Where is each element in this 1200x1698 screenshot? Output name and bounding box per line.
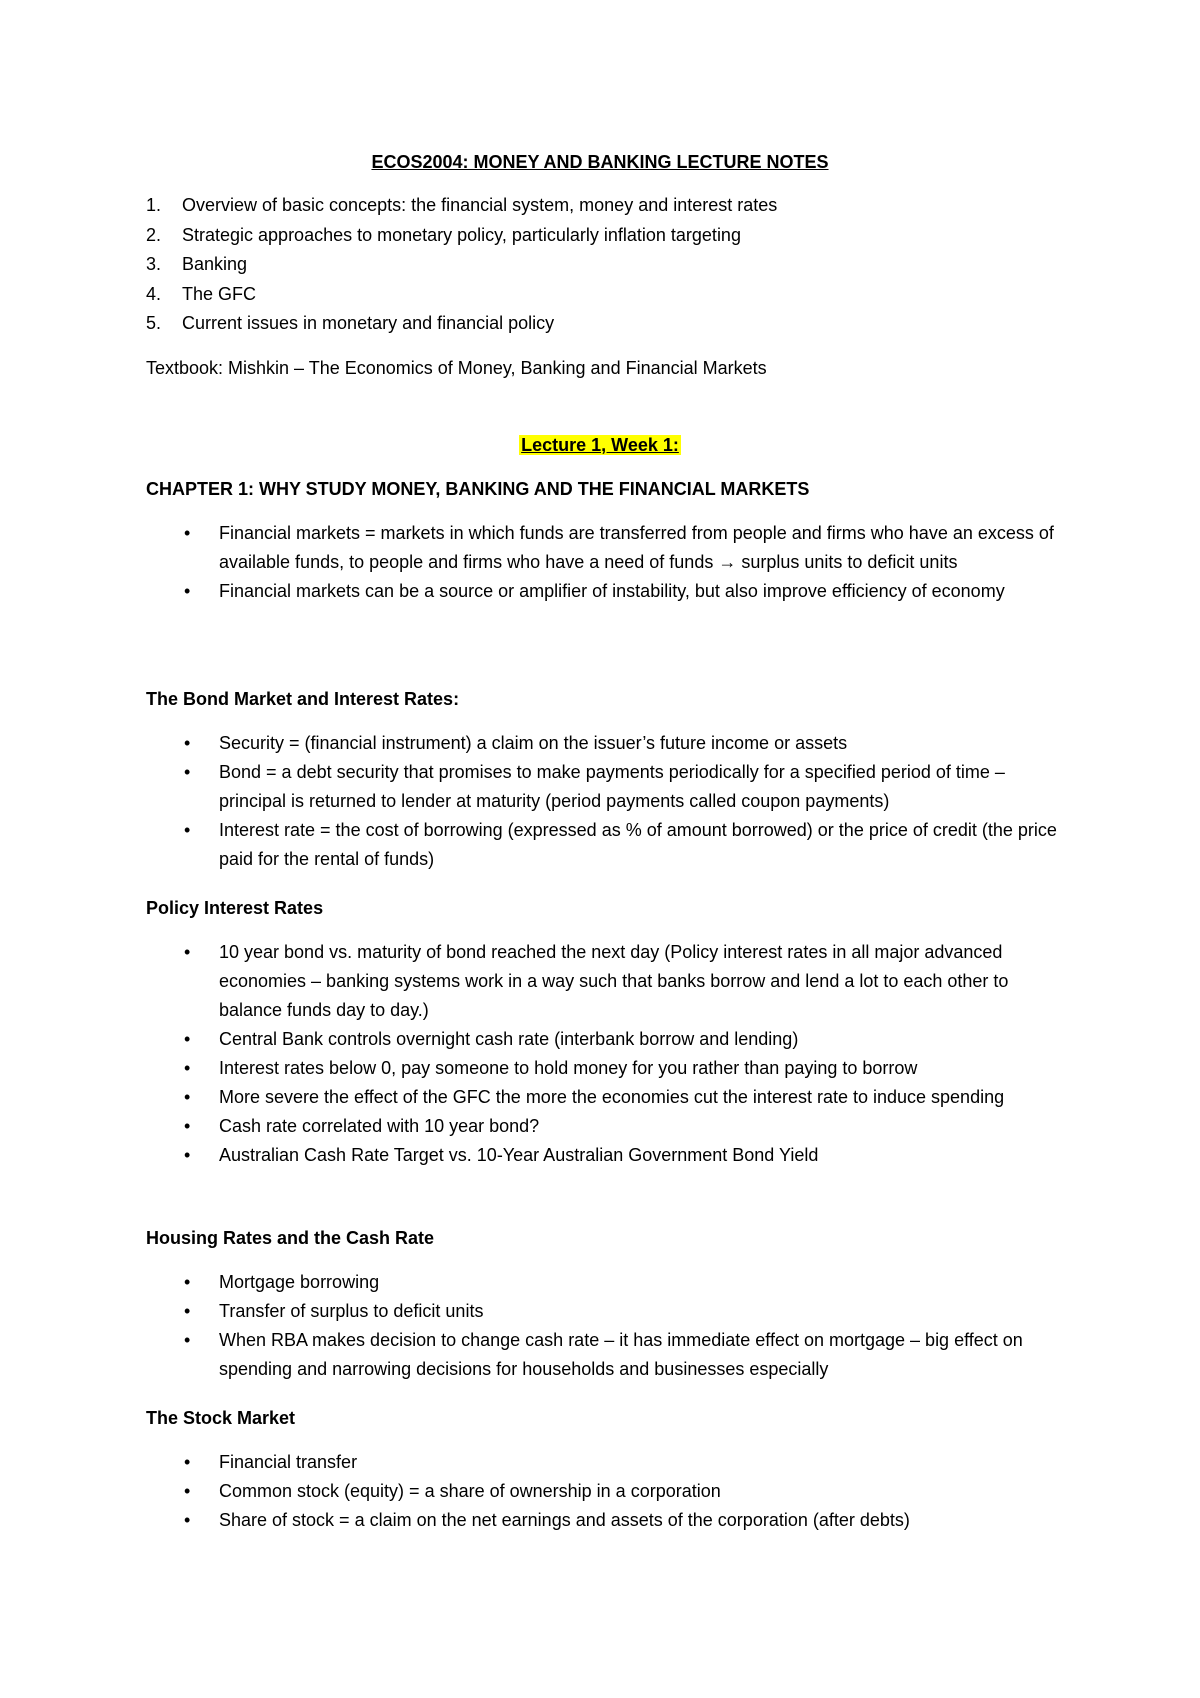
lecture-heading-text: Lecture 1, Week 1:: [521, 435, 679, 455]
outline-item: [146, 191, 777, 221]
section-housing-rates: [146, 1224, 1066, 1384]
bullet-icon: •: [184, 1452, 191, 1472]
bullet-text: Interest rate = the cost of borrowing (expressed as % of amount borrowed) or the price of credit (the price paid for the rental of funds): [219, 820, 1057, 869]
lecture-heading: [0, 431, 1200, 460]
bullet-text: When RBA makes decision to change cash rate – it has immediate effect on mortgage – big effect on spending and narrowing decisions for households and businesses especially: [219, 1330, 1023, 1379]
bullet-icon: •: [184, 942, 191, 962]
bullet-text: Australian Cash Rate Target vs. 10-Year Australian Government Bond Yield: [219, 1145, 819, 1165]
bullet-text: 10 year bond vs. maturity of bond reached the next day (Policy interest rates in all major advanced economies – banking systems work in a way such that banks borrow and lend a lot to each other to balance funds day to day.): [219, 942, 1009, 1020]
bullet-icon: •: [184, 1510, 191, 1530]
bullet-item: [146, 1083, 1066, 1112]
outline-number: 4.: [146, 283, 162, 304]
outline-text: Strategic approaches to monetary policy, particularly inflation targeting: [182, 224, 741, 245]
section-policy-interest-rates: [146, 894, 1066, 1170]
bullet-item: [146, 1268, 1066, 1297]
bullet-text: Financial transfer: [219, 1452, 358, 1472]
section-stock-market: [146, 1404, 1066, 1535]
outline-number: 5.: [146, 313, 162, 333]
bullet-icon: •: [184, 581, 191, 601]
bullet-text: More severe the effect of the GFC the more the economies cut the interest rate to induce spending: [219, 1087, 1005, 1107]
bullet-icon: •: [184, 1029, 191, 1049]
bullet-list: [146, 938, 1066, 1170]
bullet-text: Financial markets can be a source or amplifier of instability, but also improve efficiency of economy: [219, 581, 1005, 601]
bullet-item: [146, 519, 1066, 577]
section-chapter-1: [146, 475, 1066, 606]
bullet-text: Mortgage borrowing: [219, 1272, 380, 1292]
section-bond-market: [146, 685, 1066, 874]
bullet-item: [146, 758, 1066, 816]
outline-text: Banking: [182, 254, 248, 274]
outline-text: Overview of basic concepts: the financial system, money and interest rates: [182, 195, 778, 215]
outline-item: [146, 221, 777, 251]
bullet-item: [146, 1506, 1066, 1535]
bullet-item: [146, 1025, 1066, 1054]
bullet-list: [146, 1448, 1066, 1535]
bullet-item: [146, 1054, 1066, 1083]
bullet-icon: •: [184, 762, 191, 782]
bullet-text: Financial markets = markets in which funds are transferred from people and firms who have an excess of available funds, to people and firms who have a need of funds → surplus units to deficit units: [219, 523, 1054, 572]
bullet-icon: •: [184, 1145, 191, 1165]
bullet-text: Security = (financial instrument) a claim on the issuer’s future income or assets: [219, 733, 848, 753]
outline-number: 2.: [146, 224, 162, 245]
outline-text: Current issues in monetary and financial policy: [182, 313, 555, 333]
bullet-text: Cash rate correlated with 10 year bond?: [219, 1116, 540, 1136]
section-heading: The Stock Market: [146, 1408, 296, 1428]
outline-text: The GFC: [182, 283, 257, 304]
bullet-icon: •: [184, 523, 191, 543]
section-heading: Policy Interest Rates: [146, 898, 324, 918]
bullet-item: [146, 1448, 1066, 1477]
bullet-text: Common stock (equity) = a share of ownership in a corporation: [219, 1481, 721, 1501]
outline-item: [146, 309, 777, 339]
bullet-icon: •: [184, 733, 191, 753]
bullet-text: Bond = a debt security that promises to make payments periodically for a specified period of time – principal is returned to lender at maturity (period payments called coupon payments): [219, 762, 1005, 811]
document-title: ECOS2004: MONEY AND BANKING LECTURE NOTES: [371, 152, 829, 172]
section-heading: CHAPTER 1: WHY STUDY MONEY, BANKING AND THE FINANCIAL MARKETS: [146, 479, 810, 499]
section-heading: Housing Rates and the Cash Rate: [146, 1228, 435, 1248]
outline-item: [146, 250, 777, 280]
bullet-icon: •: [184, 1087, 191, 1107]
bullet-text: Transfer of surplus to deficit units: [219, 1301, 484, 1321]
bullet-item: [146, 1297, 1066, 1326]
bullet-list: [146, 519, 1066, 606]
bullet-list: [146, 729, 1066, 874]
bullet-icon: •: [184, 1116, 191, 1136]
bullet-text: Central Bank controls overnight cash rate (interbank borrow and lending): [219, 1029, 799, 1049]
bullet-icon: •: [184, 1058, 191, 1078]
section-heading: The Bond Market and Interest Rates:: [146, 689, 460, 709]
bullet-item: [146, 938, 1066, 1025]
bullet-item: [146, 729, 1066, 758]
bullet-item: [146, 1112, 1066, 1141]
bullet-list: [146, 1268, 1066, 1384]
bullet-icon: •: [184, 820, 191, 840]
outline-number: 3.: [146, 254, 162, 274]
bullet-icon: •: [184, 1330, 191, 1350]
bullet-item: [146, 1141, 1066, 1170]
bullet-text: Interest rates below 0, pay someone to hold money for you rather than paying to borrow: [219, 1058, 918, 1078]
bullet-icon: •: [184, 1301, 191, 1321]
bullet-item: [146, 816, 1066, 874]
bullet-icon: •: [184, 1272, 191, 1292]
bullet-item: [146, 1477, 1066, 1506]
bullet-item: [146, 577, 1066, 606]
outline-item: [146, 280, 777, 310]
textbook-reference: Textbook: Mishkin – The Economics of Money, Banking and Financial Markets: [146, 358, 767, 378]
bullet-item: [146, 1326, 1066, 1384]
bullet-icon: •: [184, 1481, 191, 1501]
outline-number: 1.: [146, 195, 162, 215]
course-outline-list: [146, 191, 777, 339]
bullet-text: Share of stock = a claim on the net earnings and assets of the corporation (after debts): [219, 1510, 910, 1530]
